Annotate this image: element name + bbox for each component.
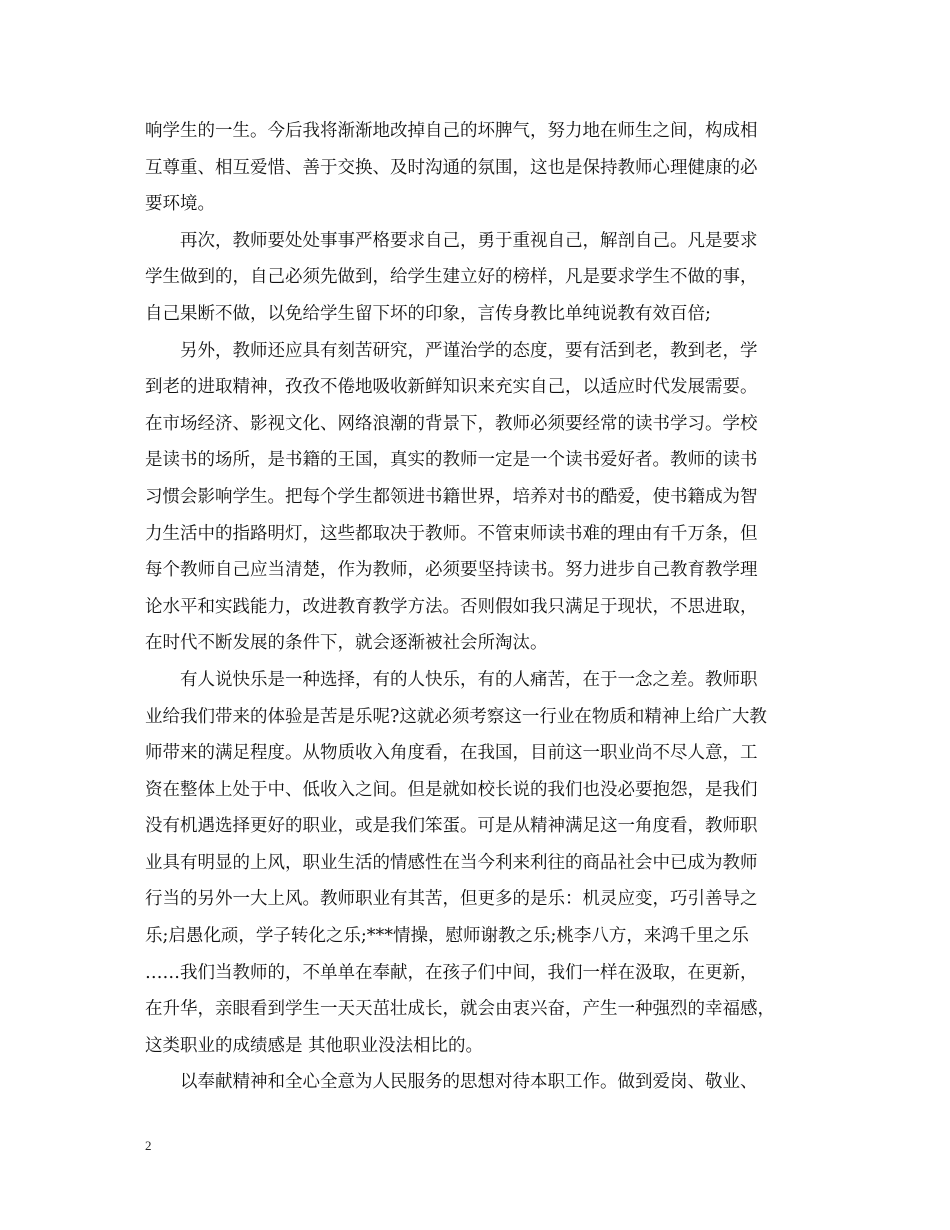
text-line: 互尊重、相互爱惜、善于交换、及时沟通的氛围，这也是保持教师心理健康的必	[145, 157, 758, 178]
text-line: 没有机遇选择更好的职业，或是我们笨蛋。可是从精神满足这一角度看，教师职	[145, 816, 758, 837]
body-text	[145, 113, 810, 1101]
paragraph-start-line: 以奉献精神和全心全意为人民服务的思想对待本职工作。做到爱岗、敬业、	[180, 1072, 758, 1093]
text-line: 业具有明显的上风，职业生活的情感性在当今利来利往的商品社会中已成为教师	[145, 852, 758, 873]
text-line: 师带来的满足程度。从物质收入角度看，在我国，目前这一职业尚不尽人意，工	[145, 743, 758, 764]
text-line: 乐;启愚化顽，学子转化之乐;***情操，慰师谢教之乐;桃李八方，来鸿千里之乐	[145, 926, 749, 947]
text-line: 业给我们带来的体验是苦是乐呢?这就必须考察这一行业在物质和精神上给广大教	[145, 706, 767, 727]
text-line: 行当的另外一大上风。教师职业有其苦，但更多的是乐：机灵应变，巧引善导之	[145, 889, 758, 910]
text-line: 自己果断不做，以免给学生留下坏的印象，言传身教比单纯说教有效百倍;	[145, 303, 711, 324]
text-line: 学生做到的，自己必须先做到，给学生建立好的榜样，凡是要求学生不做的事，	[145, 267, 758, 288]
paragraph-start-line: 另外，教师还应具有刻苦研究，严谨治学的态度，要有活到老，教到老，学	[180, 340, 758, 361]
text-line: 资在整体上处于中、低收入之间。但是就如校长说的我们也没必要抱怨，是我们	[145, 779, 758, 800]
text-line: 论水平和实践能力，改进教育教学方法。否则假如我只满足于现状，不思进取，	[145, 596, 758, 617]
text-line: 每个教师自己应当清楚，作为教师，必须要坚持读书。努力进步自己教育教学理	[145, 560, 758, 581]
paragraph-start-line: 再次，教师要处处事事严格要求自己，勇于重视自己，解剖自己。凡是要求	[180, 230, 758, 251]
text-line: 是读书的场所，是书籍的王国，真实的教师一定是一个读书爱好者。教师的读书	[145, 450, 758, 471]
text-line: 到老的进取精神，孜孜不倦地吸收新鲜知识来充实自己，以适应时代发展需要。	[145, 377, 758, 398]
text-line: 要环境。	[145, 194, 215, 215]
text-line: 力生活中的指路明灯，这些都取决于教师。不管束师读书难的理由有千万条，但	[145, 523, 758, 544]
page-number: 2	[145, 1138, 152, 1153]
text-line: 习惯会影响学生。把每个学生都领进书籍世界，培养对书的酷爱，使书籍成为智	[145, 486, 758, 507]
text-line: ……我们当教师的，不单单在奉献，在孩子们中间，我们一样在汲取，在更新，	[145, 962, 758, 983]
text-line: 这类职业的成绩感是 其他职业没法相比的。	[145, 1035, 484, 1056]
text-line: 在市场经济、影视文化、网络浪潮的背景下，教师必须要经常的读书学习。学校	[145, 413, 758, 434]
text-line: 响学生的一生。今后我将渐渐地改掉自己的坏脾气，努力地在师生之间，构成相	[145, 121, 758, 141]
paragraph-start-line: 有人说快乐是一种选择，有的人快乐，有的人痛苦，在于一念之差。教师职	[180, 669, 758, 690]
text-line: 在升华，亲眼看到学生一天天茁壮成长，就会由衷兴奋，产生一种强烈的幸福感，	[145, 999, 775, 1020]
text-line: 在时代不断发展的条件下，就会逐渐被社会所淘汰。	[145, 633, 548, 654]
